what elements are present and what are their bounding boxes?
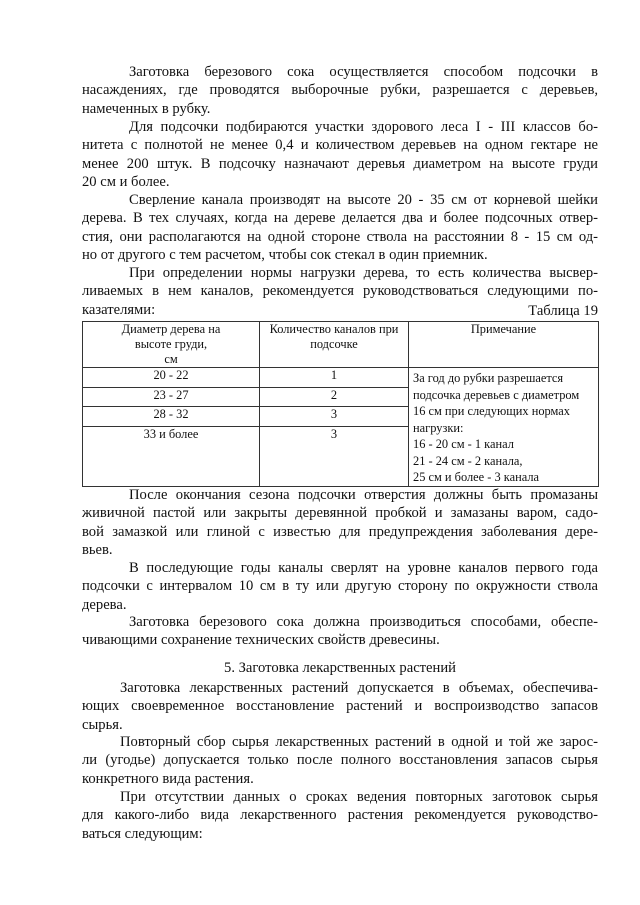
cell-line: 21 - 24 см - 2 канала, [413,453,523,468]
text-line: Повторный сбор сырья лекарственных растений в одной и той же зарос- [120,734,598,750]
text-line: Заготовка березового сока осуществляется способом подсочки в [129,64,598,80]
cell-channels: 3 [260,407,409,427]
text-line: казателями: [82,301,156,318]
paragraph-medicinal-volumes [82,679,598,734]
paragraph-no-data [82,788,598,843]
cell-diameter: 28 - 32 [83,407,260,427]
paragraph-site-selection [82,118,598,192]
paragraph-preservation [82,613,598,650]
paragraph-sealing [82,486,598,560]
text-line: дерева. В тех случаях, когда на дереве делается два и более подсочных отвер- [82,210,598,227]
tapping-norms-table [82,321,599,487]
cell-line: см [164,352,178,366]
cell-channels: 2 [260,387,409,407]
text-line: При отсутствии данных о сроках ведения повторных заготовок сырья [120,789,598,805]
paragraph-load-norm [82,264,598,319]
paragraph-birch-sap [82,63,598,118]
cell-line: Примечание [470,322,537,336]
cell-line: 25 см и более - 3 канала [413,470,540,484]
paragraph-drilling [82,191,598,265]
text-line: ли (угодье) допускается только после полного восстановления запасов сырья [82,752,598,769]
text-line: чивающими сохранение технических свойств древесины. [82,632,440,649]
text-line: ливаемых в нем каналов, рекомендуется руководствоваться следующими по- [82,283,598,300]
paragraph-repeat-harvest [82,733,598,788]
text-line: для какого-либо вида лекарственного растения рекомендуется руководство- [82,807,598,824]
cell-line: нагрузки: [413,420,464,435]
cell-line: Количество каналов при [269,322,399,336]
cell-diameter: 20 - 22 [83,368,260,388]
text-line: Сверление канала производят на высоте 20 - 35 см от корневой шейки [129,192,598,208]
text-line: Заготовка лекарственных растений допускается в объемах, обеспечива- [120,680,598,696]
text-line: менее 200 штук. В подсочку назначают деревья диаметром на высоте груди [82,155,598,172]
table-caption: Таблица 19 [528,303,598,319]
cell-line: За год до рубки разрешается [413,371,564,385]
text-line: насаждениях, где проводятся выборочные рубки, разрешается с деревьев, [82,82,598,99]
cell-channels: 3 [260,426,409,486]
header-note [409,322,599,368]
table-header-row [83,322,599,368]
header-channels [260,322,409,368]
text-line: вой замазкой или глиной с известью для предупреждения заболевания дере- [82,523,598,540]
header-diameter [83,322,260,368]
cell-line: Диаметр дерева на [121,322,221,336]
cell-note [409,368,599,487]
text-line: нитета с полнотой не менее 0,4 и количеством деревьев на одном гектаре не [82,137,598,154]
text-line: Для подсочки подбираются участки здорового леса I - III классов бо- [129,119,598,135]
text-line: ваться следующим: [82,825,203,842]
text-line: конкретного вида растения. [82,770,254,787]
cell-line: 16 см при следующих нормах [413,404,571,418]
table-row [83,368,599,388]
text-line: но от другого с тем расчетом, чтобы сок стекал в один приемник. [82,247,488,264]
text-line: намеченных в рубку. [82,100,211,117]
cell-channels: 1 [260,368,409,388]
text-line: В последующие годы каналы сверлят на уровне каналов первого года [129,560,598,576]
text-line: дерева. [82,596,127,613]
text-line: ющих своевременное восстановление растений и воспроизводство запасов [82,698,598,715]
text-line: подсочки с интервалом 10 см в ту или другую сторону по окружности ствола [82,578,598,595]
text-line: сырья. [82,716,123,733]
text-line: живичной пастой или закрыты деревянной пробкой и замазаны варом, садо- [82,505,598,522]
paragraph-following-years [82,559,598,614]
section-heading: 5. Заготовка лекарственных растений [224,660,456,676]
text-line: Заготовка березового сока должна производиться способами, обеспе- [129,614,598,630]
cell-diameter: 23 - 27 [83,387,260,407]
cell-diameter: 33 и более [83,426,260,486]
cell-line: подсочке [310,337,358,351]
cell-line: высоте груди, [134,337,208,351]
cell-line: 16 - 20 см - 1 канал [413,437,514,451]
text-line: При определении нормы нагрузки дерева, то есть количества высвер- [129,265,598,281]
cell-line: подсочка деревьев с диаметром [413,387,580,402]
text-line: вьев. [82,542,113,559]
text-line: стия, они располагаются на одной стороне ствола на расстоянии 8 - 15 см од- [82,228,598,245]
text-line: 20 см и более. [82,174,170,191]
text-line: После окончания сезона подсочки отверстия должны быть промазаны [129,487,598,503]
